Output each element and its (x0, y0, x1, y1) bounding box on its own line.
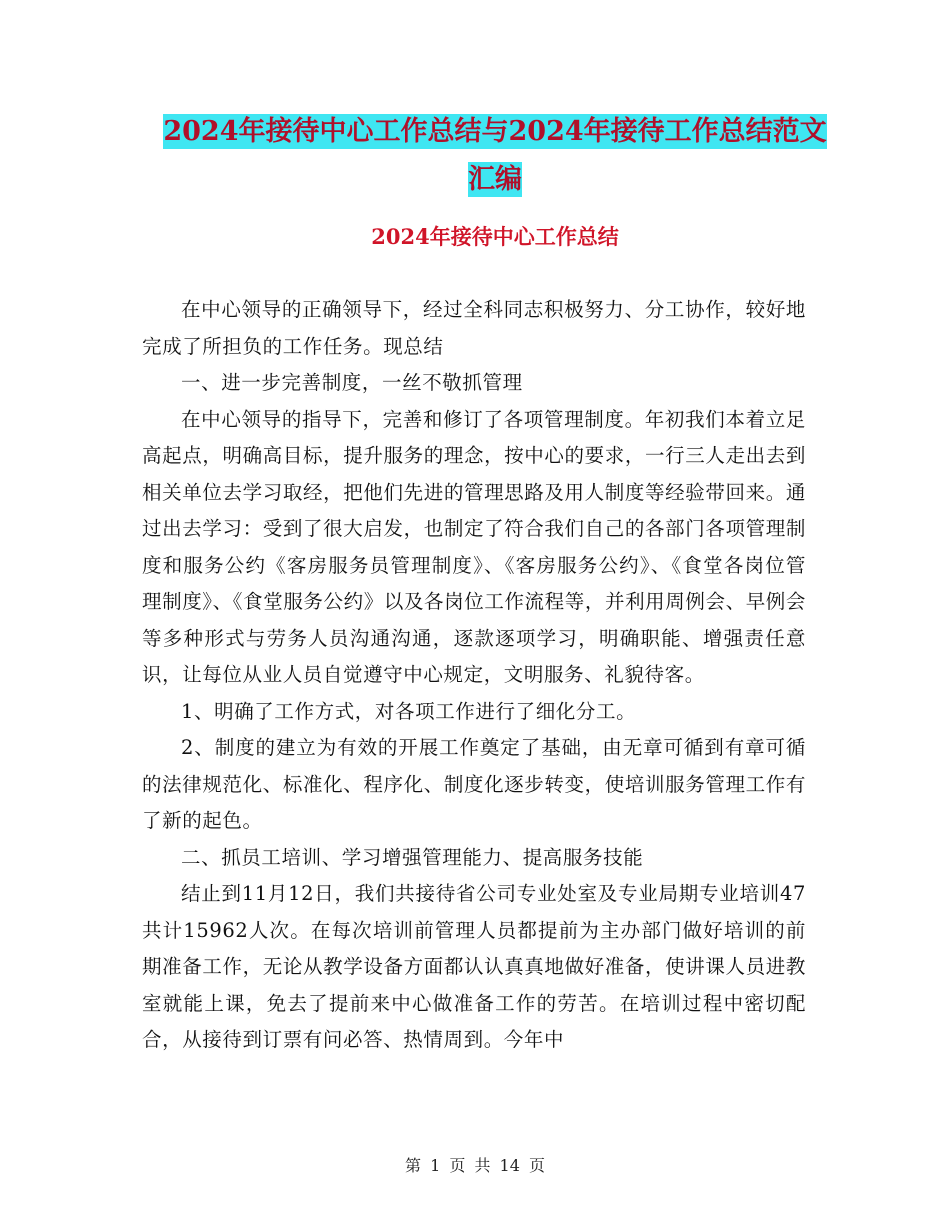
document-title-line-2: 汇编 (468, 164, 522, 195)
paragraph-training: 结止到11月12日，我们共接待省公司专业处室及专业局期专业培训47共计15962人次。在每次培训前管理人员都提前为主办部门做好培训的前期准备工作，无论从教学设备方面都认认真真地做好准备，使讲课人员进教室就能上课，免去了提前来中心做准备工作的劳苦。在培训过程中密切配合，从接待到订票有问必答、热情周到。今年中 (142, 882, 806, 1051)
body-text (142, 292, 806, 1059)
heading-section-2: 二、抓员工培训、学习增强管理能力、提高服务技能 (181, 845, 644, 869)
section-title: 2024年接待中心工作总结 (371, 224, 619, 249)
paragraph-point-2: 2、制度的建立为有效的开展工作奠定了基础，由无章可循到有章可循的法律规范化、标准化、程序化、制度化逐步转变，使培训服务管理工作有了新的起色。 (142, 736, 806, 832)
document-title (140, 108, 850, 204)
paragraph-point-1: 1、明确了工作方式，对各项工作进行了细化分工。 (181, 699, 637, 723)
paragraph-intro: 在中心领导的正确领导下，经过全科同志积极努力、分工协作，较好地完成了所担负的工作任务。现总结 (142, 298, 806, 358)
paragraph-system: 在中心领导的指导下，完善和修订了各项管理制度。年初我们本着立足高起点，明确高目标，提升服务的理念，按中心的要求，一行三人走出去到相关单位去学习取经，把他们先进的管理思路及用人制度等经验带回来。通过出去学习：受到了很大启发，也制定了符合我们自己的各部门各项管理制度和服务公约《客房服务员管理制度》、《客房服务公约》、《食堂各岗位管理制度》、《食堂服务公约》以及各岗位工作流程等，并利用周例会、早例会等多种形式与劳务人员沟通沟通，逐款逐项学习，明确职能、增强责任意识，让每位从业人员自觉遵守中心规定，文明服务、礼貌待客。 (142, 407, 806, 686)
heading-section-1: 一、进一步完善制度，一丝不敬抓管理 (181, 371, 523, 394)
document-title-line-1: 2024年接待中心工作总结与2024年接待工作总结范文 (163, 116, 827, 147)
page-footer: 第 1 页 共 14 页 (405, 1156, 545, 1175)
